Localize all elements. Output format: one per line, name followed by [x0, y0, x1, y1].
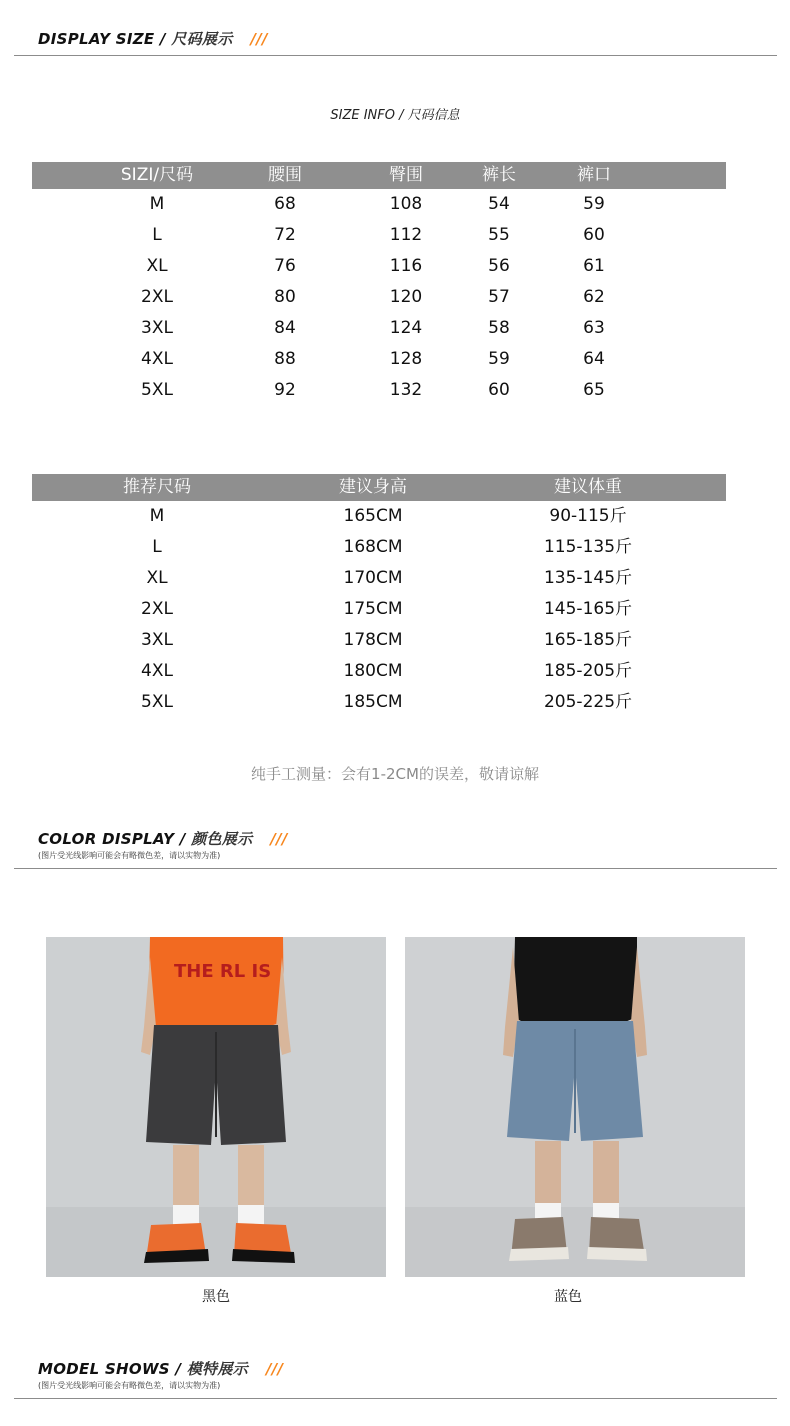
size-table-cell: 88 — [274, 349, 296, 369]
size-table-cell: 112 — [389, 225, 423, 245]
size-table-cell: 60 — [583, 225, 605, 245]
recommend-table-cell: XL — [146, 568, 168, 588]
section-divider — [14, 1398, 777, 1399]
color-display-note: (图片受光线影响可能会有略微色差，请以实物为准) — [38, 851, 221, 860]
accent-slashes: /// — [250, 30, 268, 48]
size-table-cell: 57 — [488, 287, 510, 307]
size-table-cell: 2XL — [141, 287, 173, 307]
recommend-table-cell: 178CM — [343, 630, 403, 650]
size-table-cell: 64 — [583, 349, 605, 369]
header-height: 建议身高 — [339, 477, 407, 497]
size-info-title: SIZE INFO / 尺码信息 — [330, 108, 460, 123]
size-table-cell: L — [152, 225, 162, 245]
size-table-row — [32, 344, 726, 375]
size-table-cell: 58 — [488, 318, 510, 338]
measurement-note: 纯手工测量：会有1-2CM的误差，敬请谅解 — [251, 765, 539, 783]
recommend-table-cell: 2XL — [141, 599, 173, 619]
size-table — [32, 162, 726, 406]
size-table-cell: 84 — [274, 318, 296, 338]
recommend-table-cell: 145-165斤 — [543, 599, 633, 619]
size-table-cell: 120 — [389, 287, 423, 307]
accent-slashes: /// — [270, 830, 288, 848]
size-table-row — [32, 282, 726, 313]
recommend-table-cell: 3XL — [141, 630, 173, 650]
size-table-row — [32, 220, 726, 251]
size-table-cell: 4XL — [141, 349, 173, 369]
color-label-black: 黑色 — [202, 1289, 230, 1305]
color-label-blue: 蓝色 — [554, 1289, 582, 1305]
recommend-table-cell: 175CM — [343, 599, 403, 619]
size-table-cell: 124 — [389, 318, 423, 338]
size-table-cell: 60 — [488, 380, 510, 400]
size-table-cell: 68 — [274, 194, 296, 214]
product-photo-blue — [405, 937, 745, 1277]
size-table-cell: 61 — [583, 256, 605, 276]
size-table-header — [32, 162, 726, 189]
recommend-table-cell: 168CM — [343, 537, 403, 557]
section-divider — [14, 868, 777, 869]
recommend-table-cell: 5XL — [141, 692, 173, 712]
size-table-cell: 72 — [274, 225, 296, 245]
recommend-table-row — [32, 563, 726, 594]
header-hip: 臀围 — [389, 165, 423, 185]
model-illustration-black — [46, 937, 386, 1277]
model-shows-note: (图片受光线影响可能会有略微色差，请以实物为准) — [38, 1381, 221, 1390]
size-table-cell: 62 — [583, 287, 605, 307]
header-leg-opening: 裤口 — [577, 165, 611, 185]
size-table-cell: 63 — [583, 318, 605, 338]
shirt-print-text: THE RL IS — [174, 961, 272, 982]
size-table-cell: 116 — [389, 256, 423, 276]
recommend-table-row — [32, 625, 726, 656]
recommend-table — [32, 474, 726, 718]
size-table-cell: 128 — [389, 349, 423, 369]
recommend-table-cell: L — [152, 537, 162, 557]
size-table-cell: 76 — [274, 256, 296, 276]
model-illustration-blue — [405, 937, 745, 1277]
header-rec-size: 推荐尺码 — [123, 477, 191, 497]
recommend-table-cell: 165CM — [343, 506, 403, 526]
size-table-row — [32, 251, 726, 282]
recommend-table-cell: 180CM — [343, 661, 403, 681]
size-table-row — [32, 375, 726, 406]
header-waist: 腰围 — [268, 165, 302, 185]
size-table-row — [32, 313, 726, 344]
recommend-table-header — [32, 474, 726, 501]
section-divider — [14, 55, 777, 56]
size-table-cell: 5XL — [141, 380, 173, 400]
recommend-table-cell: 205-225斤 — [543, 692, 633, 712]
size-table-cell: 59 — [488, 349, 510, 369]
recommend-table-cell: 170CM — [343, 568, 403, 588]
size-table-cell: 132 — [389, 380, 423, 400]
size-table-cell: 65 — [583, 380, 605, 400]
model-shows-heading: MODEL SHOWS / 模特展示 /// — [38, 1360, 284, 1378]
recommend-table-cell: 165-185斤 — [543, 630, 633, 650]
recommend-table-cell: 135-145斤 — [543, 568, 633, 588]
header-weight: 建议体重 — [554, 477, 622, 497]
size-table-cell: 59 — [583, 194, 605, 214]
size-table-cell: 3XL — [141, 318, 173, 338]
size-table-cell: 56 — [488, 256, 510, 276]
color-display-heading: COLOR DISPLAY / 颜色展示 /// — [38, 830, 288, 848]
header-length: 裤长 — [482, 165, 516, 185]
recommend-table-row — [32, 501, 726, 532]
recommend-table-row — [32, 687, 726, 718]
product-photo-black — [46, 937, 386, 1277]
recommend-table-cell: 90-115斤 — [549, 506, 627, 526]
recommend-table-cell: 4XL — [141, 661, 173, 681]
accent-slashes: /// — [265, 1360, 284, 1378]
size-table-cell: XL — [146, 256, 168, 276]
header-size: SIZI/尺码 — [120, 165, 194, 185]
size-table-cell: 55 — [488, 225, 510, 245]
size-table-row — [32, 189, 726, 220]
display-size-heading: DISPLAY SIZE / 尺码展示 /// — [38, 30, 268, 48]
recommend-table-row — [32, 656, 726, 687]
recommend-table-cell: 185CM — [343, 692, 403, 712]
recommend-table-cell: 115-135斤 — [543, 537, 633, 557]
size-table-cell: 54 — [488, 194, 510, 214]
recommend-table-cell: 185-205斤 — [543, 661, 633, 681]
size-table-cell: M — [149, 194, 165, 214]
size-table-cell: 92 — [274, 380, 296, 400]
recommend-table-cell: M — [149, 506, 165, 526]
recommend-table-row — [32, 594, 726, 625]
size-table-cell: 80 — [274, 287, 296, 307]
size-table-cell: 108 — [389, 194, 423, 214]
recommend-table-row — [32, 532, 726, 563]
